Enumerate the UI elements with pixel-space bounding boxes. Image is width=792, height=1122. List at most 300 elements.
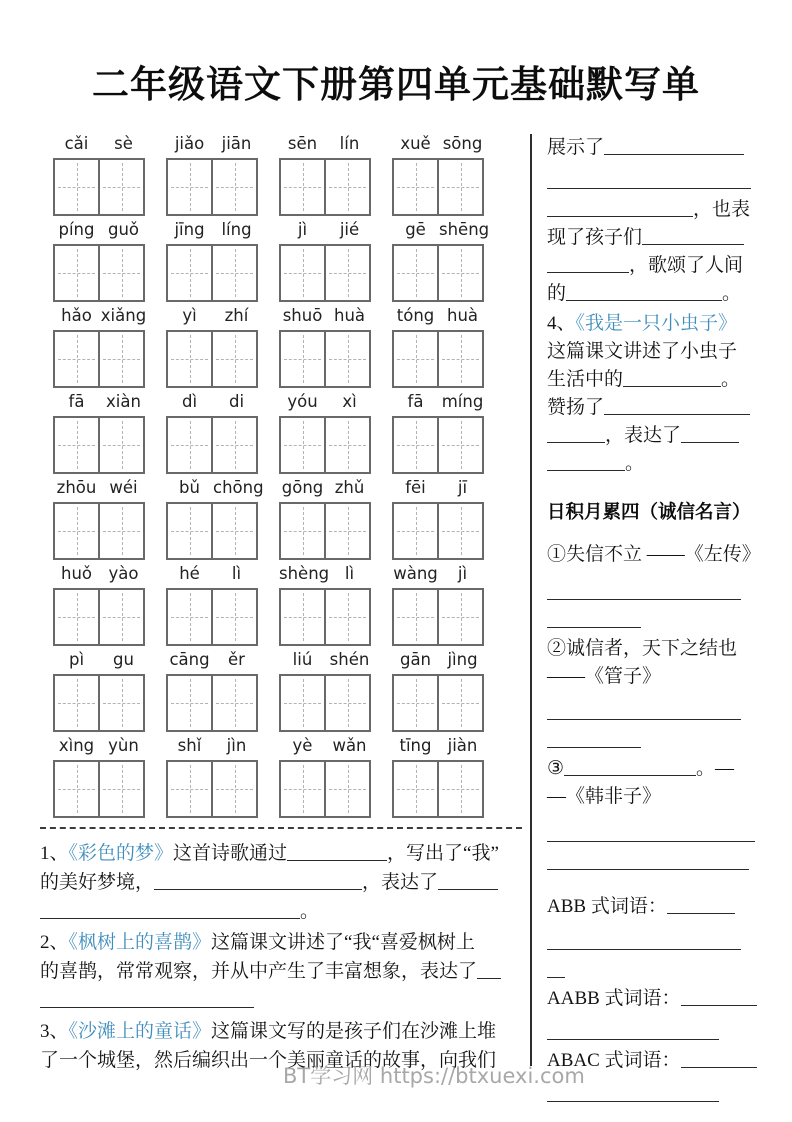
pinyin-row bbox=[40, 564, 524, 646]
pinyin-labels bbox=[53, 134, 147, 158]
pinyin-label: jī bbox=[457, 478, 468, 497]
fill-in-blank bbox=[547, 702, 741, 720]
writing-grid-cell bbox=[324, 330, 371, 388]
pinyin-label: jié bbox=[339, 220, 360, 239]
pinyin-labels bbox=[279, 306, 373, 330]
question-text: ③ bbox=[547, 758, 565, 779]
writing-grid-cell bbox=[166, 158, 213, 216]
writing-grid-cell bbox=[279, 416, 326, 474]
fill-in-blank bbox=[547, 425, 605, 443]
writing-grid-cell bbox=[324, 588, 371, 646]
writing-boxes bbox=[279, 760, 373, 818]
text-line bbox=[40, 1017, 524, 1046]
fill-in-blank bbox=[604, 397, 750, 415]
pinyin-label: shēng bbox=[439, 220, 490, 239]
fill-in-blank bbox=[547, 610, 641, 628]
pinyin-label: sēn bbox=[287, 134, 318, 153]
question-text: —《韩非子》 bbox=[547, 786, 662, 807]
writing-boxes bbox=[279, 674, 373, 732]
question-text: 生活中的 bbox=[547, 369, 624, 390]
pinyin-label: gē bbox=[405, 220, 426, 239]
questions-left bbox=[40, 839, 524, 1075]
writing-grid-cell bbox=[279, 502, 326, 560]
text-line bbox=[547, 929, 788, 957]
pinyin-word-group bbox=[53, 134, 147, 216]
pinyin-labels bbox=[392, 392, 486, 416]
text-line bbox=[547, 338, 788, 366]
pinyin-label: yùn bbox=[108, 736, 139, 755]
question-text: AABB 式词语： bbox=[547, 988, 681, 1009]
text-line bbox=[40, 957, 524, 986]
watermark: BT学习网 https://btxuexi.com bbox=[283, 1064, 585, 1088]
pinyin-label: wéi bbox=[109, 478, 138, 497]
pinyin-label: yì bbox=[182, 306, 197, 325]
writing-boxes bbox=[279, 588, 373, 646]
text-line bbox=[547, 849, 788, 877]
writing-grid-cell bbox=[279, 674, 326, 732]
writing-grid-cell bbox=[437, 330, 484, 388]
writing-boxes bbox=[279, 416, 373, 474]
pinyin-word-group bbox=[53, 564, 147, 646]
text-line bbox=[547, 168, 788, 196]
pinyin-label: zhí bbox=[224, 306, 249, 325]
writing-grid-cell bbox=[166, 760, 213, 818]
question-text: 赞扬了 bbox=[547, 397, 605, 418]
question-text: ABB 式词语： bbox=[547, 896, 667, 917]
writing-grid-cell bbox=[211, 502, 258, 560]
questions-right bbox=[532, 134, 792, 1109]
left-column bbox=[40, 134, 524, 1109]
question-text: ——《管子》 bbox=[547, 666, 662, 687]
fill-in-blank bbox=[667, 896, 735, 914]
pinyin-label: shèng bbox=[279, 564, 330, 583]
pinyin-labels bbox=[279, 478, 373, 502]
fill-in-blank bbox=[547, 932, 741, 950]
pinyin-label: jì bbox=[297, 220, 308, 239]
fill-in-blank bbox=[642, 227, 744, 245]
writing-grid-cell bbox=[166, 244, 213, 302]
writing-boxes bbox=[53, 588, 147, 646]
pinyin-labels bbox=[279, 564, 373, 588]
writing-grid-cell bbox=[324, 760, 371, 818]
fill-in-blank bbox=[547, 1022, 719, 1040]
writing-boxes bbox=[53, 674, 147, 732]
pinyin-label: lì bbox=[231, 564, 242, 583]
writing-boxes bbox=[166, 760, 260, 818]
question-text: 现了孩子们 bbox=[547, 227, 643, 248]
writing-grid-cell bbox=[53, 588, 100, 646]
writing-grid-cell bbox=[279, 760, 326, 818]
pinyin-word-group bbox=[279, 392, 373, 474]
question-text: 的 bbox=[547, 283, 567, 304]
pinyin-label: wàng bbox=[393, 564, 438, 583]
pinyin-word-group bbox=[166, 220, 260, 302]
writing-grid-cell bbox=[324, 502, 371, 560]
pinyin-labels bbox=[166, 220, 260, 244]
fill-in-blank bbox=[40, 901, 300, 919]
pinyin-label: zhōu bbox=[56, 478, 97, 497]
writing-grid-cell bbox=[392, 158, 439, 216]
text-line bbox=[547, 699, 788, 727]
writing-grid-cell bbox=[437, 760, 484, 818]
pinyin-row bbox=[40, 392, 524, 474]
writing-boxes bbox=[166, 416, 260, 474]
writing-grid-cell bbox=[211, 588, 258, 646]
writing-grid-cell bbox=[324, 416, 371, 474]
writing-grid-cell bbox=[53, 760, 100, 818]
question-text: 的喜鹊，常常观察，并从中产生了丰富想象，表达了 bbox=[40, 961, 478, 982]
pinyin-word-group bbox=[166, 650, 260, 732]
question-text: 。 bbox=[721, 369, 741, 390]
pinyin-label: shuō bbox=[282, 306, 323, 325]
fill-in-blank bbox=[547, 255, 629, 273]
pinyin-labels bbox=[279, 392, 373, 416]
pinyin-label: fā bbox=[68, 392, 85, 411]
question-text: 这篇课文讲述了“我“喜爱枫树上 bbox=[211, 932, 475, 953]
question-text: ①失信不立 ——《左传》 bbox=[547, 544, 761, 565]
writing-grid-cell bbox=[324, 244, 371, 302]
writing-grid-cell bbox=[437, 416, 484, 474]
pinyin-row bbox=[40, 220, 524, 302]
dashed-separator bbox=[40, 827, 522, 829]
pinyin-label: yóu bbox=[287, 392, 318, 411]
text-line bbox=[547, 783, 788, 811]
pinyin-word-group bbox=[392, 220, 490, 302]
question-text: 展示了 bbox=[547, 137, 605, 158]
pinyin-row bbox=[40, 478, 524, 560]
pinyin-label: jì bbox=[457, 564, 468, 583]
fill-in-blank bbox=[154, 872, 362, 890]
pinyin-row bbox=[40, 650, 524, 732]
pinyin-label: hé bbox=[179, 564, 200, 583]
text-line bbox=[547, 224, 788, 252]
writing-grid-cell bbox=[211, 760, 258, 818]
writing-grid-cell bbox=[324, 674, 371, 732]
pinyin-labels bbox=[392, 220, 490, 244]
question-text: ②诚信者，天下之结也 bbox=[547, 638, 738, 659]
pinyin-label: huǒ bbox=[60, 564, 92, 583]
pinyin-row bbox=[40, 736, 524, 818]
pinyin-labels bbox=[166, 650, 260, 674]
pinyin-word-group bbox=[392, 392, 486, 474]
writing-grid-cell bbox=[279, 244, 326, 302]
pinyin-word-group bbox=[392, 134, 486, 216]
writing-grid-cell bbox=[211, 674, 258, 732]
pinyin-label: shǐ bbox=[177, 736, 202, 755]
pinyin-word-group bbox=[53, 392, 147, 474]
pinyin-label: jiàn bbox=[447, 736, 478, 755]
text-line bbox=[547, 280, 788, 308]
text-line bbox=[547, 821, 788, 849]
pinyin-word-group bbox=[279, 736, 373, 818]
book-title: 《枫树上的喜鹊》 bbox=[68, 932, 212, 953]
pinyin-labels bbox=[166, 478, 264, 502]
pinyin-label: huà bbox=[446, 306, 479, 325]
pinyin-word-group bbox=[166, 564, 260, 646]
fill-in-blank bbox=[547, 171, 751, 189]
pinyin-label: shén bbox=[329, 650, 370, 669]
text-line bbox=[40, 868, 524, 897]
pinyin-label: lì bbox=[344, 564, 355, 583]
pinyin-labels bbox=[53, 736, 147, 760]
text-line bbox=[547, 755, 788, 783]
writing-grid-cell bbox=[211, 416, 258, 474]
writing-grid-cell bbox=[279, 330, 326, 388]
text-line bbox=[547, 394, 788, 422]
pinyin-label: jiǎo bbox=[174, 134, 205, 153]
text-line bbox=[40, 839, 524, 868]
pinyin-labels bbox=[392, 134, 486, 158]
section-header: 日积月累四（诚信名言） bbox=[547, 501, 751, 522]
writing-boxes bbox=[166, 588, 260, 646]
question-text: ，表达了 bbox=[605, 425, 682, 446]
writing-grid-cell bbox=[166, 330, 213, 388]
writing-boxes bbox=[279, 158, 373, 216]
text-line bbox=[40, 928, 524, 957]
pinyin-labels bbox=[53, 564, 147, 588]
writing-boxes bbox=[53, 244, 147, 302]
pinyin-labels bbox=[392, 650, 486, 674]
fill-in-blank bbox=[477, 961, 501, 979]
text-line bbox=[547, 579, 788, 607]
pinyin-labels bbox=[392, 564, 486, 588]
writing-grid-cell bbox=[53, 330, 100, 388]
pinyin-label: xiàn bbox=[106, 392, 141, 411]
writing-boxes bbox=[166, 244, 260, 302]
pinyin-label: jìng bbox=[447, 650, 478, 669]
pinyin-label: zhǔ bbox=[334, 478, 365, 497]
fill-in-blank bbox=[547, 824, 755, 842]
text-line bbox=[547, 450, 788, 478]
pinyin-word-group bbox=[392, 736, 486, 818]
writing-grid-cell bbox=[437, 674, 484, 732]
pinyin-label: píng bbox=[58, 220, 95, 239]
question-text: 2、 bbox=[40, 932, 69, 953]
pinyin-labels bbox=[392, 736, 486, 760]
question-text: 。 bbox=[300, 901, 320, 922]
writing-boxes bbox=[53, 416, 147, 474]
pinyin-word-group bbox=[166, 478, 264, 560]
fill-in-blank bbox=[623, 369, 721, 387]
writing-boxes bbox=[166, 158, 260, 216]
question-text: 4、 bbox=[547, 313, 576, 334]
pinyin-label: huà bbox=[333, 306, 366, 325]
writing-boxes bbox=[166, 330, 260, 388]
question-text: ，也表 bbox=[693, 199, 751, 220]
writing-grid-cell bbox=[98, 588, 145, 646]
pinyin-labels bbox=[279, 220, 373, 244]
writing-grid-cell bbox=[53, 158, 100, 216]
writing-boxes bbox=[392, 674, 486, 732]
text-line bbox=[547, 498, 788, 527]
text-line bbox=[547, 196, 788, 224]
pinyin-word-group bbox=[166, 306, 260, 388]
pinyin-label: cǎi bbox=[64, 134, 89, 153]
pinyin-label: fēi bbox=[405, 478, 426, 497]
pinyin-label: chōng bbox=[213, 478, 264, 497]
pinyin-word-group bbox=[279, 564, 373, 646]
writing-grid-cell bbox=[211, 158, 258, 216]
writing-grid-cell bbox=[392, 760, 439, 818]
writing-grid-cell bbox=[392, 502, 439, 560]
writing-grid-cell bbox=[98, 244, 145, 302]
pinyin-label: bǔ bbox=[179, 478, 200, 497]
text-line bbox=[547, 727, 788, 755]
writing-grid-cell bbox=[392, 416, 439, 474]
writing-grid-cell bbox=[53, 674, 100, 732]
pinyin-labels bbox=[166, 134, 260, 158]
pinyin-word-group bbox=[53, 478, 147, 560]
pinyin-labels bbox=[166, 392, 260, 416]
pinyin-word-group bbox=[279, 134, 373, 216]
pinyin-label: wǎn bbox=[332, 736, 367, 755]
writing-boxes bbox=[392, 330, 486, 388]
writing-grid-cell bbox=[53, 502, 100, 560]
writing-boxes bbox=[53, 760, 147, 818]
pinyin-label: fā bbox=[407, 392, 424, 411]
question-text: 3、 bbox=[40, 1021, 69, 1042]
writing-boxes bbox=[279, 330, 373, 388]
writing-grid-cell bbox=[437, 502, 484, 560]
writing-boxes bbox=[392, 760, 486, 818]
page-title: 二年级语文下册第四单元基础默写单 bbox=[92, 65, 700, 106]
pinyin-labels bbox=[279, 134, 373, 158]
writing-grid-cell bbox=[392, 588, 439, 646]
pinyin-word-group bbox=[392, 478, 486, 560]
pinyin-word-group bbox=[392, 650, 486, 732]
question-text: 。 bbox=[625, 453, 645, 474]
writing-boxes bbox=[392, 502, 486, 560]
pinyin-word-group bbox=[53, 736, 147, 818]
writing-boxes bbox=[392, 588, 486, 646]
pinyin-row bbox=[40, 306, 524, 388]
pinyin-label: jīng bbox=[174, 220, 205, 239]
pinyin-labels bbox=[53, 478, 147, 502]
question-text: ，歌颂了人间 bbox=[629, 255, 744, 276]
pinyin-label: sōng bbox=[442, 134, 483, 153]
text-line bbox=[547, 310, 788, 338]
pinyin-word-group bbox=[53, 650, 147, 732]
pinyin-label: tóng bbox=[396, 306, 435, 325]
fill-in-blank bbox=[564, 758, 696, 776]
fill-in-blank bbox=[547, 960, 565, 978]
text-line bbox=[547, 134, 788, 162]
pinyin-label: tīng bbox=[399, 736, 432, 755]
question-text: 。 bbox=[722, 283, 742, 304]
writing-grid-cell bbox=[437, 158, 484, 216]
pinyin-label: cāng bbox=[169, 650, 210, 669]
pinyin-label: yào bbox=[108, 564, 139, 583]
pinyin-labels bbox=[279, 650, 373, 674]
text-line bbox=[547, 422, 788, 450]
fill-in-blank bbox=[566, 283, 722, 301]
pinyin-labels bbox=[53, 306, 147, 330]
question-text: ABAC 式词语： bbox=[547, 1050, 681, 1071]
writing-grid-cell bbox=[211, 244, 258, 302]
writing-grid-cell bbox=[279, 588, 326, 646]
pinyin-word-group bbox=[166, 736, 260, 818]
pinyin-label: ěr bbox=[228, 650, 245, 669]
pinyin-labels bbox=[53, 220, 147, 244]
question-text: 这首诗歌通过 bbox=[173, 843, 288, 864]
text-line bbox=[547, 541, 788, 569]
pinyin-labels bbox=[279, 736, 373, 760]
writing-grid-cell bbox=[53, 244, 100, 302]
pinyin-labels bbox=[392, 478, 486, 502]
pinyin-label: lín bbox=[339, 134, 360, 153]
pinyin-label: xì bbox=[342, 392, 357, 411]
writing-grid-cell bbox=[53, 416, 100, 474]
question-text: ，表达了 bbox=[362, 872, 439, 893]
pinyin-word-group bbox=[392, 306, 486, 388]
writing-grid-cell bbox=[166, 502, 213, 560]
pinyin-label: di bbox=[228, 392, 245, 411]
fill-in-blank bbox=[547, 582, 741, 600]
text-line bbox=[547, 985, 788, 1013]
writing-boxes bbox=[53, 158, 147, 216]
writing-grid-cell bbox=[98, 760, 145, 818]
pinyin-labels bbox=[166, 306, 260, 330]
writing-boxes bbox=[392, 158, 486, 216]
writing-grid-cell bbox=[98, 674, 145, 732]
pinyin-grid bbox=[40, 134, 524, 818]
writing-grid-cell bbox=[279, 158, 326, 216]
pinyin-labels bbox=[53, 650, 147, 674]
pinyin-label: sè bbox=[114, 134, 133, 153]
writing-boxes bbox=[392, 244, 486, 302]
pinyin-word-group bbox=[392, 564, 486, 646]
writing-grid-cell bbox=[98, 502, 145, 560]
question-text: ，写出了“我” bbox=[387, 843, 499, 864]
pinyin-labels bbox=[392, 306, 486, 330]
question-text: 了一个城堡，然后编织出一个美丽童话的故事，向我们 bbox=[40, 1050, 497, 1071]
book-title: 《我是一只小虫子》 bbox=[575, 313, 738, 334]
writing-boxes bbox=[166, 502, 260, 560]
pinyin-label: dì bbox=[181, 392, 198, 411]
content-area bbox=[0, 134, 792, 1109]
text-line bbox=[547, 663, 788, 691]
pinyin-labels bbox=[166, 736, 260, 760]
fill-in-blank bbox=[547, 453, 625, 471]
question-text: 的美好梦境， bbox=[40, 872, 155, 893]
pinyin-label: jiān bbox=[221, 134, 252, 153]
writing-grid-cell bbox=[98, 158, 145, 216]
fill-in-blank bbox=[681, 988, 757, 1006]
fill-in-blank bbox=[604, 137, 744, 155]
text-line bbox=[547, 957, 788, 985]
pinyin-word-group bbox=[166, 392, 260, 474]
writing-boxes bbox=[53, 502, 147, 560]
writing-boxes bbox=[392, 416, 486, 474]
fill-in-blank bbox=[547, 199, 693, 217]
pinyin-label: guǒ bbox=[107, 220, 140, 239]
pinyin-word-group bbox=[279, 220, 373, 302]
text-line bbox=[547, 607, 788, 635]
writing-boxes bbox=[279, 244, 373, 302]
pinyin-word-group bbox=[279, 650, 373, 732]
text-line bbox=[547, 893, 788, 921]
pinyin-label: hǎo bbox=[61, 306, 92, 325]
writing-grid-cell bbox=[98, 330, 145, 388]
pinyin-word-group bbox=[279, 306, 373, 388]
pinyin-word-group bbox=[53, 220, 147, 302]
pinyin-word-group bbox=[166, 134, 260, 216]
fill-in-blank bbox=[547, 730, 641, 748]
fill-in-blank bbox=[287, 843, 387, 861]
writing-boxes bbox=[53, 330, 147, 388]
fill-in-blank bbox=[681, 1050, 757, 1068]
book-title: 《彩色的梦》 bbox=[68, 843, 174, 864]
